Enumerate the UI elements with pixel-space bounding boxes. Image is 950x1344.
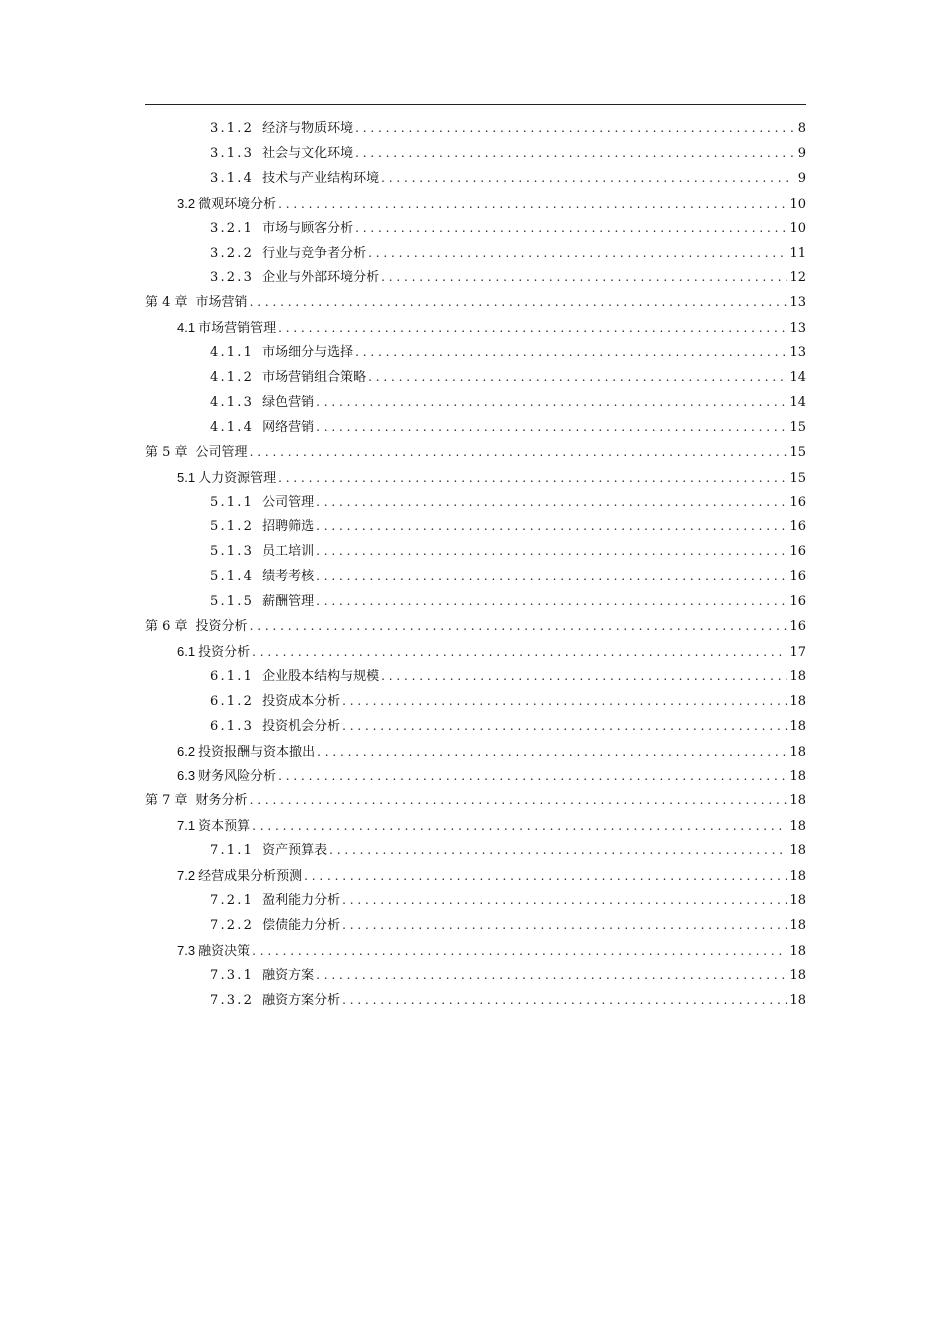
- toc-entry-page-number: 13: [789, 345, 806, 361]
- toc-dot-leader: [368, 365, 787, 390]
- toc-entry-page-number: 13: [789, 295, 806, 311]
- toc-entry[interactable]: [177, 938, 806, 963]
- toc-entry-number: 5.1.3: [210, 544, 255, 560]
- toc-entry-page-number: 18: [789, 819, 806, 835]
- toc-dot-leader: [316, 963, 787, 988]
- toc-entry-title: 融资决策: [198, 943, 251, 959]
- toc-dot-leader: [278, 192, 787, 217]
- toc-dot-leader: [329, 838, 787, 863]
- toc-entry-title: 网络营销: [262, 419, 315, 435]
- toc-entry-number: 7.3.2: [210, 992, 255, 1008]
- toc-entry-page-number: 10: [789, 196, 806, 212]
- toc-entry[interactable]: [210, 664, 806, 689]
- toc-dot-leader: [381, 166, 794, 191]
- toc-entry[interactable]: [177, 739, 806, 764]
- toc-entry-title: 投资分析: [198, 644, 251, 660]
- toc-entry-title: 企业股本结构与规模: [262, 668, 380, 684]
- toc-entry-number: 7.3: [177, 942, 196, 958]
- toc-dot-leader: [342, 988, 787, 1013]
- toc-entry-page-number: 16: [789, 544, 806, 560]
- toc-dot-leader: [250, 440, 788, 465]
- toc-entry[interactable]: [210, 838, 806, 863]
- toc-entry-number: 6.1.2: [210, 693, 255, 709]
- toc-entry-number: 5.1.2: [210, 519, 255, 535]
- toc-entry-title: 盈利能力分析: [262, 892, 341, 908]
- toc-entry-page-number: 18: [789, 718, 806, 734]
- toc-entry-number: 3.2.3: [210, 270, 255, 286]
- toc-entry[interactable]: [210, 365, 806, 390]
- toc-dot-leader: [250, 290, 788, 315]
- toc-entry-title: 经济与物质环境: [262, 121, 354, 136]
- toc-dot-leader: [316, 514, 787, 539]
- toc-entry[interactable]: [210, 166, 806, 191]
- toc-entry-number: 7.1.1: [210, 843, 255, 859]
- toc-entry-page-number: 18: [789, 917, 806, 933]
- toc-dot-leader: [250, 614, 788, 639]
- toc-entry-page-number: 18: [789, 892, 806, 908]
- toc-entry-title: 投资成本分析: [262, 693, 341, 709]
- toc-entry[interactable]: [145, 290, 806, 315]
- toc-entry-title: 公司管理: [195, 444, 248, 460]
- toc-entry-number: 6.2: [177, 743, 196, 759]
- toc-dot-leader: [355, 116, 794, 141]
- toc-entry-page-number: 16: [789, 494, 806, 510]
- toc-entry[interactable]: [210, 116, 806, 141]
- toc-dot-leader: [342, 913, 787, 938]
- toc-entry-title: 投资机会分析: [262, 718, 341, 734]
- toc-entry-title: 市场与顾客分析: [262, 220, 354, 236]
- toc-entry-number: 第 5 章: [145, 444, 188, 460]
- toc-entry-page-number: 16: [789, 569, 806, 585]
- toc-entry-title: 投资报酬与资本撤出: [198, 744, 316, 760]
- toc-entry-page-number: 16: [789, 519, 806, 535]
- toc-dot-leader: [368, 241, 787, 266]
- toc-entry[interactable]: [210, 141, 806, 166]
- toc-entry-title: 公司管理: [262, 494, 315, 510]
- toc-entry-number: 7.2: [177, 868, 196, 883]
- toc-entry-title: 市场营销: [195, 295, 248, 311]
- toc-entry-page-number: 14: [789, 370, 806, 385]
- toc-entry-title: 薪酬管理: [262, 594, 315, 610]
- toc-entry-page-number: 13: [789, 321, 806, 337]
- toc-entry[interactable]: [210, 216, 806, 241]
- toc-entry-number: 4.1: [177, 320, 196, 336]
- toc-entry-number: 第 4 章: [145, 295, 188, 311]
- toc-dot-leader: [278, 466, 787, 491]
- toc-entry[interactable]: [210, 689, 806, 714]
- toc-entry-number: 第 7 章: [145, 793, 188, 809]
- toc-entry-title: 市场细分与选择: [262, 345, 354, 361]
- toc-entry-number: 5.1: [177, 469, 196, 485]
- toc-entry-page-number: 16: [789, 594, 806, 610]
- toc-entry-number: 6.1: [177, 643, 196, 659]
- toc-entry-page-number: 18: [789, 744, 806, 760]
- toc-entry-title: 技术与产业结构环境: [262, 170, 380, 186]
- toc-entry[interactable]: [210, 913, 806, 938]
- toc-entry-title: 融资方案分析: [262, 992, 341, 1008]
- toc-entry-page-number: 18: [789, 793, 806, 809]
- toc-entry-page-number: 18: [789, 967, 806, 983]
- header-rule: [145, 104, 806, 105]
- toc-entry-page-number: 18: [789, 943, 806, 959]
- toc-entry-title: 行业与竞争者分析: [262, 245, 367, 261]
- toc-dot-leader: [316, 390, 787, 415]
- toc-entry-number: 5.1.5: [210, 594, 255, 610]
- toc-entry[interactable]: [210, 340, 806, 365]
- toc-entry[interactable]: [145, 788, 806, 813]
- toc-entry-number: 第 6 章: [145, 619, 188, 634]
- toc-entry-page-number: 9: [797, 145, 806, 161]
- toc-entry-number: 4.1.4: [210, 419, 255, 435]
- toc-entry-title: 员工培训: [262, 544, 315, 560]
- toc-entry[interactable]: [210, 988, 806, 1013]
- toc-entry-page-number: 9: [797, 170, 806, 186]
- toc-entry-title: 市场营销组合策略: [262, 370, 367, 385]
- toc-entry-page-number: 10: [789, 220, 806, 236]
- toc-entry[interactable]: [210, 589, 806, 614]
- toc-dot-leader: [355, 340, 787, 365]
- toc-entry-number: 4.1.2: [210, 370, 255, 385]
- toc-entry-number: 4.1.3: [210, 394, 255, 410]
- toc-dot-leader: [381, 664, 787, 689]
- toc-dot-leader: [317, 740, 787, 765]
- toc-entry[interactable]: [210, 564, 806, 589]
- toc-dot-leader: [304, 864, 787, 889]
- toc-entry[interactable]: [210, 415, 806, 440]
- toc-entry-page-number: 17: [789, 644, 806, 660]
- toc-entry[interactable]: [210, 888, 806, 913]
- toc-entry[interactable]: [210, 514, 806, 539]
- toc-entry-title: 绩考考核: [262, 569, 315, 585]
- toc-entry-page-number: 15: [789, 470, 806, 486]
- toc-entry-number: 3.1.3: [210, 145, 255, 161]
- toc-entry-page-number: 14: [789, 394, 806, 410]
- toc-entry-title: 资本预算: [198, 819, 251, 835]
- toc-entry-title: 社会与文化环境: [262, 145, 354, 161]
- toc-dot-leader: [316, 589, 787, 614]
- toc-entry-title: 微观环境分析: [198, 196, 277, 212]
- toc-entry-number: 5.1.4: [210, 569, 255, 585]
- toc-entry-page-number: 18: [789, 769, 806, 785]
- toc-dot-leader: [316, 490, 787, 515]
- toc-entry[interactable]: [210, 390, 806, 415]
- toc-entry-title: 绿色营销: [262, 394, 315, 410]
- toc-entry[interactable]: [210, 714, 806, 739]
- toc-entry-number: 7.1: [177, 818, 196, 834]
- toc-entry[interactable]: [210, 539, 806, 564]
- toc-entry-title: 融资方案: [262, 967, 315, 983]
- toc-entry-title: 市场营销管理: [198, 321, 277, 337]
- toc-entry-page-number: 18: [789, 992, 806, 1008]
- toc-entry-page-number: 18: [789, 668, 806, 684]
- toc-entry-title: 经营成果分析预测: [198, 869, 303, 884]
- toc-dot-leader: [250, 788, 788, 813]
- toc-entry-number: 3.1.2: [210, 121, 255, 136]
- toc-dot-leader: [252, 939, 787, 964]
- toc-entry-number: 3.2.1: [210, 220, 255, 236]
- toc-entry-page-number: 12: [789, 270, 806, 286]
- toc-entry[interactable]: [210, 265, 806, 290]
- toc-entry-title: 偿债能力分析: [262, 917, 341, 933]
- toc-entry[interactable]: [177, 315, 806, 340]
- toc-entry-page-number: 18: [789, 843, 806, 859]
- toc-entry-number: 4.1.1: [210, 345, 255, 361]
- toc-entry-number: 5.1.1: [210, 494, 255, 510]
- toc-entry[interactable]: [177, 813, 806, 838]
- toc-dot-leader: [355, 216, 787, 241]
- toc-entry-page-number: 18: [789, 693, 806, 709]
- toc-entry-number: 7.2.2: [210, 917, 255, 933]
- toc-entry-page-number: 11: [789, 245, 806, 261]
- toc-entry-number: 3.2.2: [210, 245, 255, 261]
- toc-entry-title: 财务分析: [195, 793, 248, 809]
- toc-entry[interactable]: [145, 440, 806, 465]
- toc-entry-title: 人力资源管理: [198, 470, 277, 486]
- toc-entry[interactable]: [177, 639, 806, 664]
- toc-entry[interactable]: [177, 763, 806, 788]
- toc-entry[interactable]: [210, 963, 806, 988]
- toc-dot-leader: [342, 888, 787, 913]
- toc-entry-title: 企业与外部环境分析: [262, 270, 380, 286]
- toc-entry-title: 招聘筛选: [262, 519, 315, 535]
- toc-entry-title: 财务风险分析: [198, 769, 277, 785]
- toc-entry[interactable]: [210, 490, 806, 515]
- toc-entry[interactable]: [145, 614, 806, 639]
- toc-dot-leader: [342, 714, 787, 739]
- toc-entry-number: 7.3.1: [210, 967, 255, 983]
- toc-entry-page-number: 18: [789, 869, 806, 884]
- toc-entry[interactable]: [177, 465, 806, 490]
- toc-entry[interactable]: [177, 191, 806, 216]
- toc-dot-leader: [316, 415, 787, 440]
- toc-entry-number: 3.1.4: [210, 170, 255, 186]
- toc-entry-number: 7.2.1: [210, 892, 255, 908]
- toc-dot-leader: [342, 689, 787, 714]
- toc-entry-page-number: 15: [789, 444, 806, 460]
- toc-dot-leader: [278, 316, 787, 341]
- toc-dot-leader: [252, 640, 787, 665]
- toc-dot-leader: [316, 539, 787, 564]
- toc-entry-page-number: 8: [797, 121, 806, 136]
- toc-entry-title: 投资分析: [195, 619, 248, 634]
- toc-entry-page-number: 16: [789, 619, 806, 634]
- toc-dot-leader: [252, 814, 787, 839]
- toc-dot-leader: [355, 141, 794, 166]
- toc-entry-number: 6.3: [177, 768, 196, 784]
- toc-entry-page-number: 15: [789, 419, 806, 435]
- toc-dot-leader: [381, 265, 787, 290]
- toc-entry[interactable]: [177, 863, 806, 888]
- toc-entry-title: 资产预算表: [262, 843, 328, 859]
- toc-entry-number: 3.2: [177, 195, 196, 211]
- toc-entry[interactable]: [210, 241, 806, 266]
- toc-entry-number: 6.1.1: [210, 668, 255, 684]
- toc-dot-leader: [278, 764, 787, 789]
- toc-dot-leader: [316, 564, 787, 589]
- toc-entry-number: 6.1.3: [210, 718, 255, 734]
